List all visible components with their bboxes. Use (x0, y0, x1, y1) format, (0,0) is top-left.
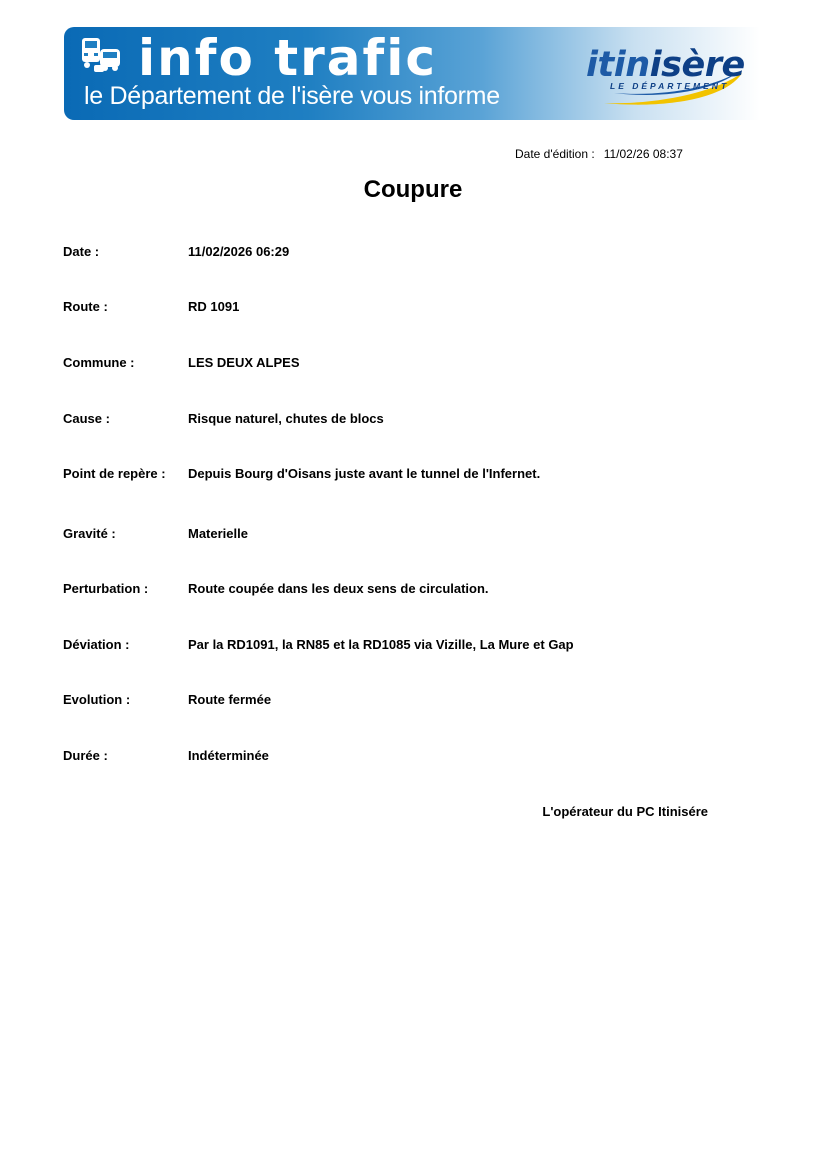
field-label: Déviation : (63, 637, 130, 652)
signature: L'opérateur du PC Itinisére (542, 804, 708, 819)
field-value: RD 1091 (188, 299, 240, 314)
field-value: LES DEUX ALPES (188, 355, 300, 370)
field-label: Cause : (63, 411, 110, 426)
field-value: Indéterminée (188, 748, 269, 763)
edition-date-value: 11/02/26 08:37 (603, 147, 683, 161)
field-value: Route coupée dans les deux sens de circulation. (188, 581, 489, 596)
field-label: Commune : (63, 355, 135, 370)
banner-title: info trafic (138, 29, 438, 87)
field-label: Route : (63, 299, 108, 314)
itinisere-logo (582, 41, 752, 111)
field-label: Perturbation : (63, 581, 149, 596)
field-label: Durée : (63, 748, 108, 763)
logo-wordmark: itinisère (586, 45, 745, 85)
banner-subtitle: le Département de l'isère vous informe (84, 82, 500, 110)
field-label: Gravité : (63, 526, 116, 541)
info-trafic-banner (64, 27, 760, 120)
field-label: Date : (63, 244, 100, 259)
field-label: Point de repère : (63, 466, 166, 481)
page-title: Coupure (363, 176, 463, 203)
vehicles-icon (78, 35, 126, 75)
field-value: 11/02/2026 06:29 (188, 244, 290, 259)
field-value: Materielle (188, 526, 248, 541)
field-value: Depuis Bourg d'Oisans juste avant le tunnel de l'Infernet. (188, 466, 541, 481)
field-value: Risque naturel, chutes de blocs (188, 411, 384, 426)
field-label: Evolution : (63, 692, 131, 707)
logo-subtitle: LE DÉPARTEMENT (610, 81, 730, 91)
edition-date (515, 147, 683, 161)
edition-date-label: Date d'édition : (515, 147, 595, 161)
field-value: Route fermée (188, 692, 272, 707)
field-value: Par la RD1091, la RN85 et la RD1085 via Vizille, La Mure et Gap (188, 637, 574, 652)
